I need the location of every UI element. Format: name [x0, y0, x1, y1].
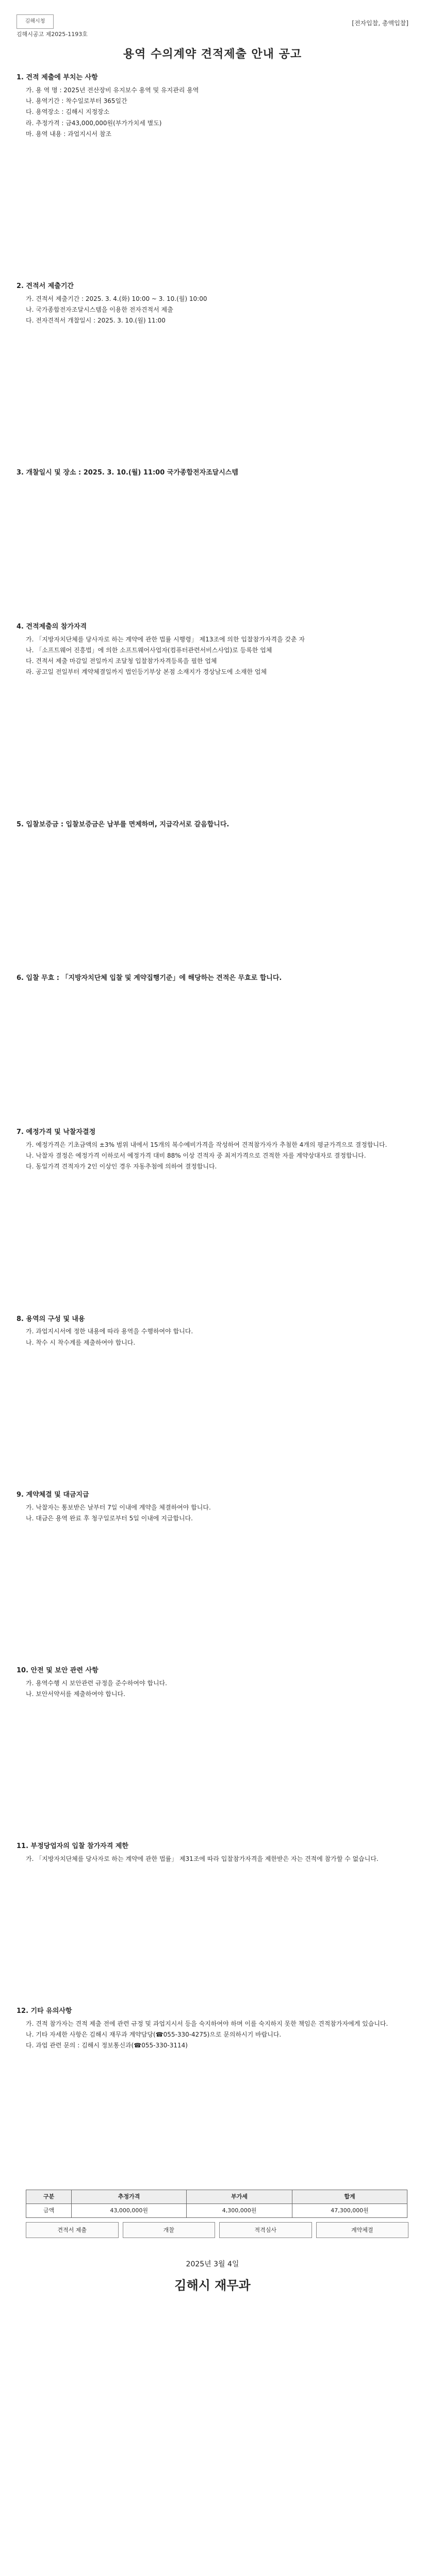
section-line: 나. 대금은 용역 완료 후 청구일로부터 5일 이내에 지급합니다.	[26, 1514, 193, 1522]
section-heading: 6. 입찰 무효 : 「지방자치단체 입찰 및 계약집행기준」에 해당하는 견적은 무효로 합니다.	[17, 974, 282, 982]
table-cell: 47,300,000원	[292, 2204, 407, 2218]
section-heading: 10. 안전 및 보안 관련 사항	[17, 1666, 99, 1674]
footer-date: 2025년 3월 4일	[186, 2260, 239, 2269]
flow-step: 견적서 제출	[26, 2222, 119, 2239]
section-line: 가. 「지방자치단체를 당사자로 하는 계약에 관한 법률」 제31조에 따라 입찰참가자격을 제한받은 자는 견적에 참가할 수 없습니다.	[26, 1855, 379, 1862]
section-line: 나. 국가종합전자조달시스템을 이용한 전자견적서 제출	[26, 306, 173, 313]
section-heading: 7. 예정가격 및 낙찰자결정	[17, 1128, 96, 1137]
flow-step: 계약체결	[316, 2222, 409, 2239]
section-spacer	[17, 327, 408, 461]
table-cell: 43,000,000원	[72, 2204, 187, 2218]
section-heading: 5. 입찰보증금 : 입찰보증금은 납부를 면제하며, 지급각서로 갈음합니다.	[17, 820, 230, 828]
section-heading: 3. 개찰일시 및 장소 : 2025. 3. 10.(월) 11:00 국가종합전자조달시스템	[17, 469, 238, 477]
section-line: 나. 낙찰자 결정은 예정가격 이하로서 예정가격 대비 88% 이상 견적자 중 최저가격으로 견적한 자를 계약상대자로 결정합니다.	[26, 1152, 366, 1160]
header	[17, 14, 408, 39]
section-spacer	[17, 832, 408, 966]
section-spacer	[17, 1524, 408, 1658]
section-spacer	[17, 1349, 408, 1483]
section-spacer	[17, 481, 408, 615]
bid-type-tag: [전자입찰, 총액입찰]	[352, 20, 408, 27]
section-line: 나. 착수 시 착수계를 제출하여야 합니다.	[26, 1338, 136, 1346]
flow-step: 적격심사	[219, 2222, 312, 2239]
section-heading: 9. 계약체결 및 대금지급	[17, 1490, 89, 1499]
section-line: 라. 추정가격 : 금43,000,000원(부가가치세 별도)	[26, 119, 162, 127]
section-heading: 4. 견적제출의 참가자격	[17, 623, 87, 631]
section-line: 나. 기타 자세한 사항은 김해시 재무과 계약담당(☎055-330-4275)으로 문의하시기 바랍니다.	[26, 2031, 282, 2039]
process-flow	[26, 2222, 408, 2239]
notice-page	[17, 14, 408, 2295]
section-line: 가. 예정가격은 기초금액의 ±3% 범위 내에서 15개의 복수예비가격을 작성하여 견적참가자가 추첨한 4개의 평균가격으로 결정합니다.	[26, 1141, 387, 1149]
section-line: 가. 견적 참가자는 견적 제출 전에 관련 규정 및 과업지시서 등을 숙지하여야 하며 이를 숙지하지 못한 책임은 견적참가자에게 있습니다.	[26, 2020, 388, 2027]
section-line: 다. 견적서 제출 마감일 전일까지 조달청 입찰참가자격등록을 필한 업체	[26, 657, 217, 665]
section-line: 다. 용역장소 : 김해시 지정장소	[26, 108, 110, 116]
section-line: 가. 「지방자치단체를 당사자로 하는 계약에 관한 법률 시행령」 제13조에 의한 입찰참가자격을 갖춘 자	[26, 635, 305, 643]
section-spacer	[17, 986, 408, 1120]
section-heading: 1. 견적 제출에 부치는 사항	[17, 74, 98, 82]
section-heading: 8. 용역의 구성 및 내용	[17, 1315, 85, 1323]
sections	[17, 73, 408, 2185]
section-line: 가. 용역수행 시 보안관련 규정을 준수하여야 합니다.	[26, 1679, 167, 1687]
table-cell: 4,300,000원	[187, 2204, 292, 2218]
table-cell: 금액	[26, 2204, 72, 2218]
section-line: 나. 「소프트웨어 진흥법」에 의한 소프트웨어사업자(컴퓨터관련서비스사업)로 등록한 업체	[26, 647, 272, 654]
table-header: 구분	[26, 2190, 72, 2204]
section-spacer	[17, 1865, 408, 1999]
price-table	[26, 2190, 407, 2217]
section-line: 나. 보안서약서를 제출하여야 합니다.	[26, 1690, 125, 1698]
section-line: 다. 전자견적서 개찰일시 : 2025. 3. 10.(월) 11:00	[26, 317, 166, 325]
table-header: 부가세	[187, 2190, 292, 2204]
section-line: 다. 동일가격 견적자가 2인 이상인 경우 자동추첨에 의하여 결정합니다.	[26, 1163, 217, 1171]
table-header: 합계	[292, 2190, 407, 2204]
section-spacer	[17, 679, 408, 812]
section-spacer	[17, 1700, 408, 1834]
section-line: 다. 과업 관련 문의 : 김해시 정보통신과(☎055-330-3114)	[26, 2042, 188, 2049]
section-line: 가. 낙찰자는 통보받은 날부터 7일 이내에 계약을 체결하여야 합니다.	[26, 1503, 211, 1511]
table-header: 추정가격	[72, 2190, 187, 2204]
page-title: 용역 수의계약 견적제출 안내 공고	[123, 48, 302, 61]
section-spacer	[17, 1173, 408, 1307]
flow-step: 개찰	[123, 2222, 216, 2239]
section-heading: 2. 견적서 제출기간	[17, 282, 74, 290]
footer-org: 김해시 재무과	[174, 2278, 251, 2293]
notice-number: 김해시공고 제2025-1193호	[17, 31, 88, 38]
section-heading: 11. 부정당업자의 입찰 참가자격 제한	[17, 1842, 128, 1851]
section-line: 나. 용역기간 : 착수일로부터 365일간	[26, 97, 127, 105]
section-line: 마. 용역 내용 : 과업지시서 참조	[26, 130, 112, 138]
section-line: 가. 용 역 명 : 2025년 전산장비 유지보수 용역 및 유지관리 용역	[26, 86, 199, 94]
table-row	[26, 2204, 407, 2218]
section-line: 라. 공고일 전일부터 계약체결일까지 법인등기부상 본점 소재지가 경상남도에 소재한 업체	[26, 668, 267, 676]
section-spacer	[17, 140, 408, 274]
section-line: 가. 견적서 제출기간 : 2025. 3. 4.(화) 10:00 ~ 3. 10.(월) 10:00	[26, 295, 207, 302]
section-line: 가. 과업지시서에 정한 내용에 따라 용역을 수행하여야 합니다.	[26, 1328, 193, 1335]
logo: 김해시청	[17, 14, 54, 29]
section-heading: 12. 기타 유의사항	[17, 2007, 72, 2015]
section-spacer	[17, 2052, 408, 2185]
